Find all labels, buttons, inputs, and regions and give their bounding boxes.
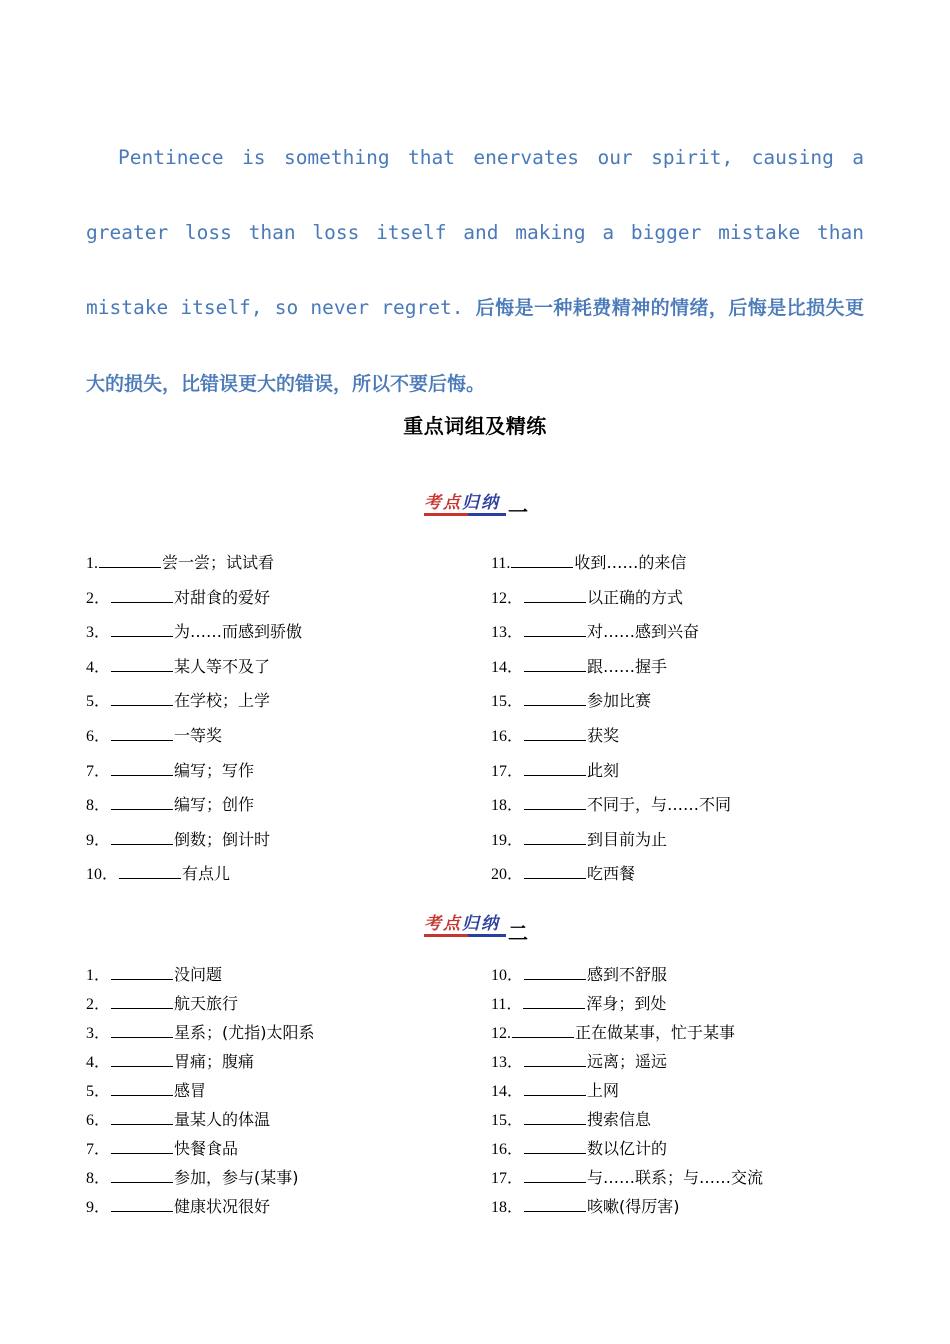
item-meaning: 到目前为止 [587, 829, 668, 849]
item-meaning: 收到……的来信 [574, 553, 687, 572]
item-number: 8． [86, 1170, 111, 1187]
item-meaning: 对甜食的爱好 [174, 587, 271, 607]
answer-blank[interactable] [512, 1023, 574, 1038]
phrase-item [86, 585, 270, 608]
item-meaning: 对……感到兴奋 [587, 622, 700, 642]
logo-underline-red [424, 513, 468, 516]
item-meaning: 有点儿 [182, 864, 231, 884]
answer-blank[interactable] [111, 691, 173, 706]
item-number: 18． [491, 797, 524, 815]
phrase-item [491, 723, 619, 746]
key-points-logo: 考点归纳 [424, 914, 500, 934]
item-number: 7． [86, 1141, 111, 1158]
logo-underline-blue [468, 513, 506, 516]
phrase-item [86, 827, 270, 850]
item-number: 1． [86, 967, 111, 984]
item-meaning: 胃痛；腹痛 [174, 1052, 255, 1071]
item-meaning: 上网 [587, 1081, 620, 1100]
item-number: 6． [86, 728, 111, 745]
item-meaning: 一等奖 [174, 726, 223, 745]
answer-blank[interactable] [111, 1139, 173, 1154]
item-number: 16． [491, 1141, 524, 1158]
item-meaning: 搜索信息 [587, 1110, 652, 1129]
item-number: 2． [86, 996, 111, 1013]
item-number: 3． [86, 1025, 111, 1042]
answer-blank[interactable] [524, 622, 586, 637]
answer-blank[interactable] [111, 1081, 173, 1096]
phrase-item [86, 792, 254, 815]
phrase-item [86, 688, 270, 711]
answer-blank[interactable] [524, 761, 586, 776]
item-meaning: 感到不舒服 [587, 965, 668, 984]
phrase-item [491, 1107, 651, 1130]
phrase-item [86, 1078, 206, 1101]
item-number: 18． [491, 1199, 524, 1216]
phrase-item [86, 619, 302, 642]
answer-blank[interactable] [99, 553, 161, 568]
phrase-item [86, 1194, 270, 1217]
phrase-item [86, 861, 230, 884]
item-meaning: 为……而感到骄傲 [174, 622, 303, 642]
item-meaning: 吃西餐 [587, 864, 636, 884]
item-number: 1. [86, 555, 98, 572]
item-number: 8． [86, 797, 111, 815]
section-number: 一 [508, 500, 528, 524]
answer-blank[interactable] [111, 1023, 173, 1038]
answer-blank[interactable] [511, 553, 573, 568]
answer-blank[interactable] [524, 1168, 586, 1183]
motto-english: Pentinece is something that enervates our spirit, causing a greater loss than loss itself and making a bigger mistake than mistake itself, so never regret. [86, 146, 864, 319]
phrase-item [491, 758, 619, 781]
answer-blank[interactable] [524, 691, 586, 706]
item-number: 6． [86, 1112, 111, 1129]
phrase-item [491, 861, 635, 884]
item-meaning: 健康状况很好 [174, 1197, 271, 1216]
item-number: 2． [86, 589, 111, 607]
item-number: 7． [86, 762, 111, 780]
answer-blank[interactable] [111, 726, 173, 741]
item-meaning: 与……联系；与……交流 [587, 1168, 764, 1187]
answer-blank[interactable] [524, 1197, 586, 1212]
answer-blank[interactable] [524, 1081, 586, 1096]
logo-underline-blue [468, 934, 506, 937]
item-number: 20． [491, 866, 524, 884]
item-number: 3． [86, 624, 111, 642]
answer-blank[interactable] [524, 657, 586, 672]
item-meaning: 航天旅行 [174, 994, 239, 1013]
answer-blank[interactable] [524, 864, 586, 879]
item-number: 12. [491, 1025, 511, 1042]
item-meaning: 星系；(尤指)太阳系 [174, 1023, 315, 1042]
item-number: 15． [491, 1112, 524, 1129]
answer-blank[interactable] [524, 726, 586, 741]
phrase-item [491, 991, 666, 1014]
item-number: 11． [491, 996, 523, 1013]
item-meaning: 快餐食品 [174, 1139, 239, 1158]
phrase-item [86, 550, 274, 573]
answer-blank[interactable] [111, 830, 173, 845]
phrase-item [86, 654, 270, 677]
phrase-item [86, 991, 238, 1014]
phrase-item [86, 1107, 270, 1130]
item-meaning: 远离；遥远 [587, 1052, 668, 1071]
phrase-item [491, 1136, 667, 1159]
phrase-item [86, 1165, 299, 1188]
phrase-item [491, 585, 683, 608]
phrase-item [86, 1136, 238, 1159]
item-number: 14． [491, 658, 524, 676]
phrase-item [491, 688, 651, 711]
item-meaning: 尝一尝；试试看 [162, 553, 275, 572]
answer-blank[interactable] [524, 830, 586, 845]
item-meaning: 正在做某事，忙于某事 [575, 1023, 736, 1042]
phrase-item [491, 962, 667, 985]
phrase-item [491, 1194, 680, 1217]
item-meaning: 感冒 [174, 1081, 207, 1100]
item-number: 17． [491, 762, 524, 780]
key-points-logo: 考点归纳 [424, 493, 500, 513]
page-title: 重点词组及精练 [403, 414, 547, 438]
answer-blank[interactable] [523, 994, 585, 1009]
item-meaning: 以正确的方式 [587, 587, 684, 607]
item-meaning: 倒数；倒计时 [174, 829, 271, 849]
item-number: 16． [491, 728, 524, 745]
phrase-item [491, 654, 667, 677]
answer-blank[interactable] [119, 864, 181, 879]
item-meaning: 参加比赛 [587, 691, 652, 711]
answer-blank[interactable] [524, 965, 586, 980]
answer-blank[interactable] [111, 1110, 173, 1125]
phrase-item [491, 1165, 763, 1188]
answer-blank[interactable] [524, 795, 586, 810]
answer-blank[interactable] [111, 795, 173, 810]
answer-blank[interactable] [111, 1052, 173, 1067]
item-meaning: 咳嗽(得厉害) [587, 1197, 680, 1216]
answer-blank[interactable] [111, 994, 173, 1009]
answer-blank[interactable] [524, 1139, 586, 1154]
answer-blank[interactable] [111, 622, 173, 637]
phrase-item [491, 1020, 735, 1043]
phrase-item [86, 1020, 315, 1043]
phrase-item [491, 550, 686, 573]
item-meaning: 编写；创作 [174, 795, 255, 815]
section-header-2 [424, 909, 544, 949]
item-meaning: 浑身；到处 [586, 994, 667, 1013]
section-header-1 [424, 488, 544, 528]
answer-blank[interactable] [111, 588, 173, 603]
item-number: 4． [86, 1054, 111, 1071]
item-number: 13． [491, 1054, 524, 1071]
item-meaning: 某人等不及了 [174, 656, 271, 676]
item-number: 10． [491, 967, 524, 984]
item-number: 19． [491, 831, 524, 849]
phrase-item [491, 1049, 667, 1072]
item-meaning: 编写；写作 [174, 760, 255, 780]
answer-blank[interactable] [111, 761, 173, 776]
item-meaning: 获奖 [587, 726, 620, 745]
answer-blank[interactable] [111, 1197, 173, 1212]
phrase-item [491, 827, 667, 850]
phrase-item [491, 619, 699, 642]
phrase-item [86, 1049, 254, 1072]
item-number: 14． [491, 1083, 524, 1100]
item-number: 9． [86, 831, 111, 849]
item-number: 9． [86, 1199, 111, 1216]
item-meaning: 在学校；上学 [174, 691, 271, 711]
item-number: 11. [491, 555, 511, 572]
answer-blank[interactable] [524, 588, 586, 603]
item-number: 15． [491, 693, 524, 711]
item-meaning: 不同于，与……不同 [587, 795, 732, 815]
answer-blank[interactable] [524, 1110, 586, 1125]
item-number: 5． [86, 1083, 111, 1100]
item-number: 17． [491, 1170, 524, 1187]
item-meaning: 此刻 [587, 760, 620, 780]
item-meaning: 量某人的体温 [174, 1110, 271, 1129]
item-number: 4． [86, 658, 111, 676]
motto-chinese: 后悔是一种耗费精神的情绪，后悔是比损失更大的损失，比错误更大的错误，所以不要后悔。 [86, 297, 864, 395]
answer-blank[interactable] [111, 965, 173, 980]
phrase-item [86, 723, 222, 746]
item-number: 10． [86, 866, 119, 884]
motto-paragraph [86, 120, 864, 422]
item-number: 13． [491, 624, 524, 642]
item-meaning: 没问题 [174, 965, 223, 984]
phrase-item [491, 1078, 619, 1101]
answer-blank[interactable] [111, 657, 173, 672]
phrase-item [86, 758, 254, 781]
item-number: 12． [491, 589, 524, 607]
answer-blank[interactable] [524, 1052, 586, 1067]
item-meaning: 数以亿计的 [587, 1139, 668, 1158]
logo-underline-red [424, 934, 468, 937]
item-meaning: 参加，参与(某事) [174, 1168, 299, 1187]
phrase-item [491, 792, 731, 815]
answer-blank[interactable] [111, 1168, 173, 1183]
phrase-item [86, 962, 222, 985]
item-number: 5． [86, 693, 111, 711]
section-number: 二 [508, 921, 528, 945]
item-meaning: 跟……握手 [587, 656, 668, 676]
